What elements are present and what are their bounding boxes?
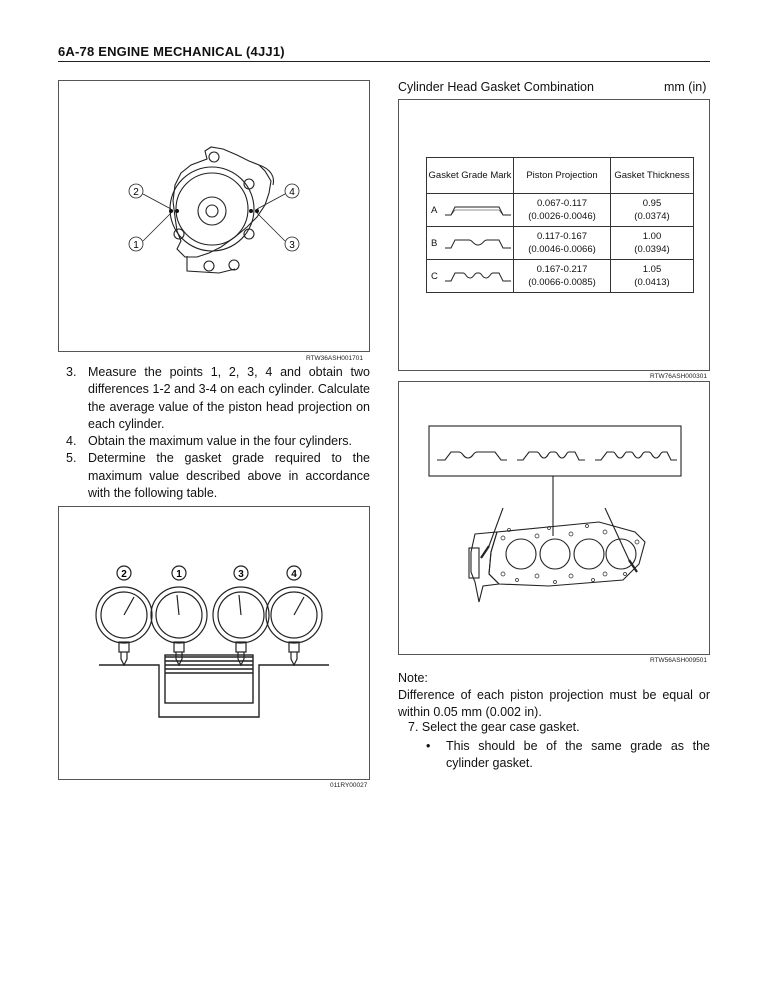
- thickness-mm: 1.00: [642, 231, 662, 242]
- thickness-in: (0.0394): [634, 244, 670, 255]
- projection-mm: 0.167-0.217: [536, 264, 588, 275]
- projection-in: (0.0026-0.0046): [528, 211, 596, 222]
- gasket-notch-c-icon: [445, 268, 511, 284]
- step-7-bullet: [426, 738, 710, 772]
- table-row: [427, 194, 694, 227]
- point-label-1: 1: [133, 240, 139, 251]
- gasket-notch-a-icon: [445, 202, 511, 218]
- gasket-location-diagram: [399, 382, 709, 654]
- step-text: Measure the points 1, 2, 3, 4 and obtain two differences 1-2 and 3-4 on each cylinder. Calculate the average value of the piston head projection on each cylinder.: [88, 365, 370, 431]
- gauge-label-4: 4: [291, 569, 297, 580]
- table-row: [427, 260, 694, 293]
- table-units: mm (in): [664, 80, 707, 94]
- figure-measuring-points: [58, 80, 370, 352]
- thickness-in: (0.0413): [634, 277, 670, 288]
- procedure-steps: [66, 364, 370, 502]
- step-number: 4.: [66, 434, 77, 449]
- note-label: Note:: [398, 671, 428, 685]
- figure-id-2: 011RY00027: [330, 782, 368, 789]
- gauge-label-1: 1: [176, 569, 182, 580]
- point-label-2: 2: [133, 187, 139, 198]
- bullet-text: This should be of the same grade as the cylinder gasket.: [446, 739, 710, 770]
- grade-mark: B: [431, 237, 438, 249]
- header-rule: [58, 61, 710, 62]
- gasket-combination-table: [426, 157, 694, 293]
- figure-id-4: RTW56ASH009501: [650, 657, 707, 664]
- page-header: 6A-78 ENGINE MECHANICAL (4JJ1): [58, 44, 285, 59]
- point-label-3: 3: [289, 240, 295, 251]
- note-block: [398, 670, 710, 721]
- projection-mm: 0.117-0.167: [536, 231, 587, 242]
- bullet-icon: •: [426, 739, 431, 753]
- projection-mm: 0.067-0.117: [536, 198, 587, 209]
- header-projection: Piston Projection: [514, 158, 611, 194]
- gauge-label-2: 2: [121, 569, 127, 580]
- table-caption: Cylinder Head Gasket Combination: [398, 80, 594, 94]
- figure-id-1: RTW36ASH001701: [306, 355, 363, 362]
- point-label-4: 4: [289, 187, 295, 198]
- gasket-notch-b-icon: [445, 235, 511, 251]
- gauge-label-3: 3: [238, 569, 244, 580]
- thickness-mm: 1.05: [642, 264, 662, 275]
- dial-gauge-diagram: [59, 507, 369, 779]
- step-number: 3.: [66, 365, 77, 379]
- note-text: Difference of each piston projection must be equal or within 0.05 mm (0.002 in).: [398, 688, 710, 719]
- piston-measuring-diagram: [59, 81, 369, 351]
- thickness-in: (0.0374): [634, 211, 670, 222]
- figure-dial-gauges: [58, 506, 370, 780]
- step-number: 5.: [66, 451, 77, 466]
- step-text: Determine the gasket grade required to the maximum value described above in accordance with the following table.: [88, 451, 370, 501]
- step-7: 7. Select the gear case gasket.: [408, 720, 580, 734]
- figure-gasket-location: [398, 381, 710, 655]
- projection-in: (0.0066-0.0085): [528, 277, 596, 288]
- header-thickness: Gasket Thickness: [611, 158, 694, 194]
- step-5: [66, 450, 370, 502]
- grade-mark: A: [431, 204, 438, 216]
- table-header-row: [427, 158, 694, 194]
- step-3: [66, 364, 370, 433]
- header-grade: Gasket Grade Mark: [427, 158, 514, 194]
- grade-mark: C: [431, 270, 438, 282]
- step-text: Obtain the maximum value in the four cylinders.: [88, 434, 353, 449]
- thickness-mm: 0.95: [642, 198, 662, 209]
- step-4: [66, 433, 370, 450]
- table-row: [427, 227, 694, 260]
- projection-in: (0.0046-0.0066): [528, 244, 596, 255]
- figure-id-3: RTW76ASH000301: [650, 373, 707, 380]
